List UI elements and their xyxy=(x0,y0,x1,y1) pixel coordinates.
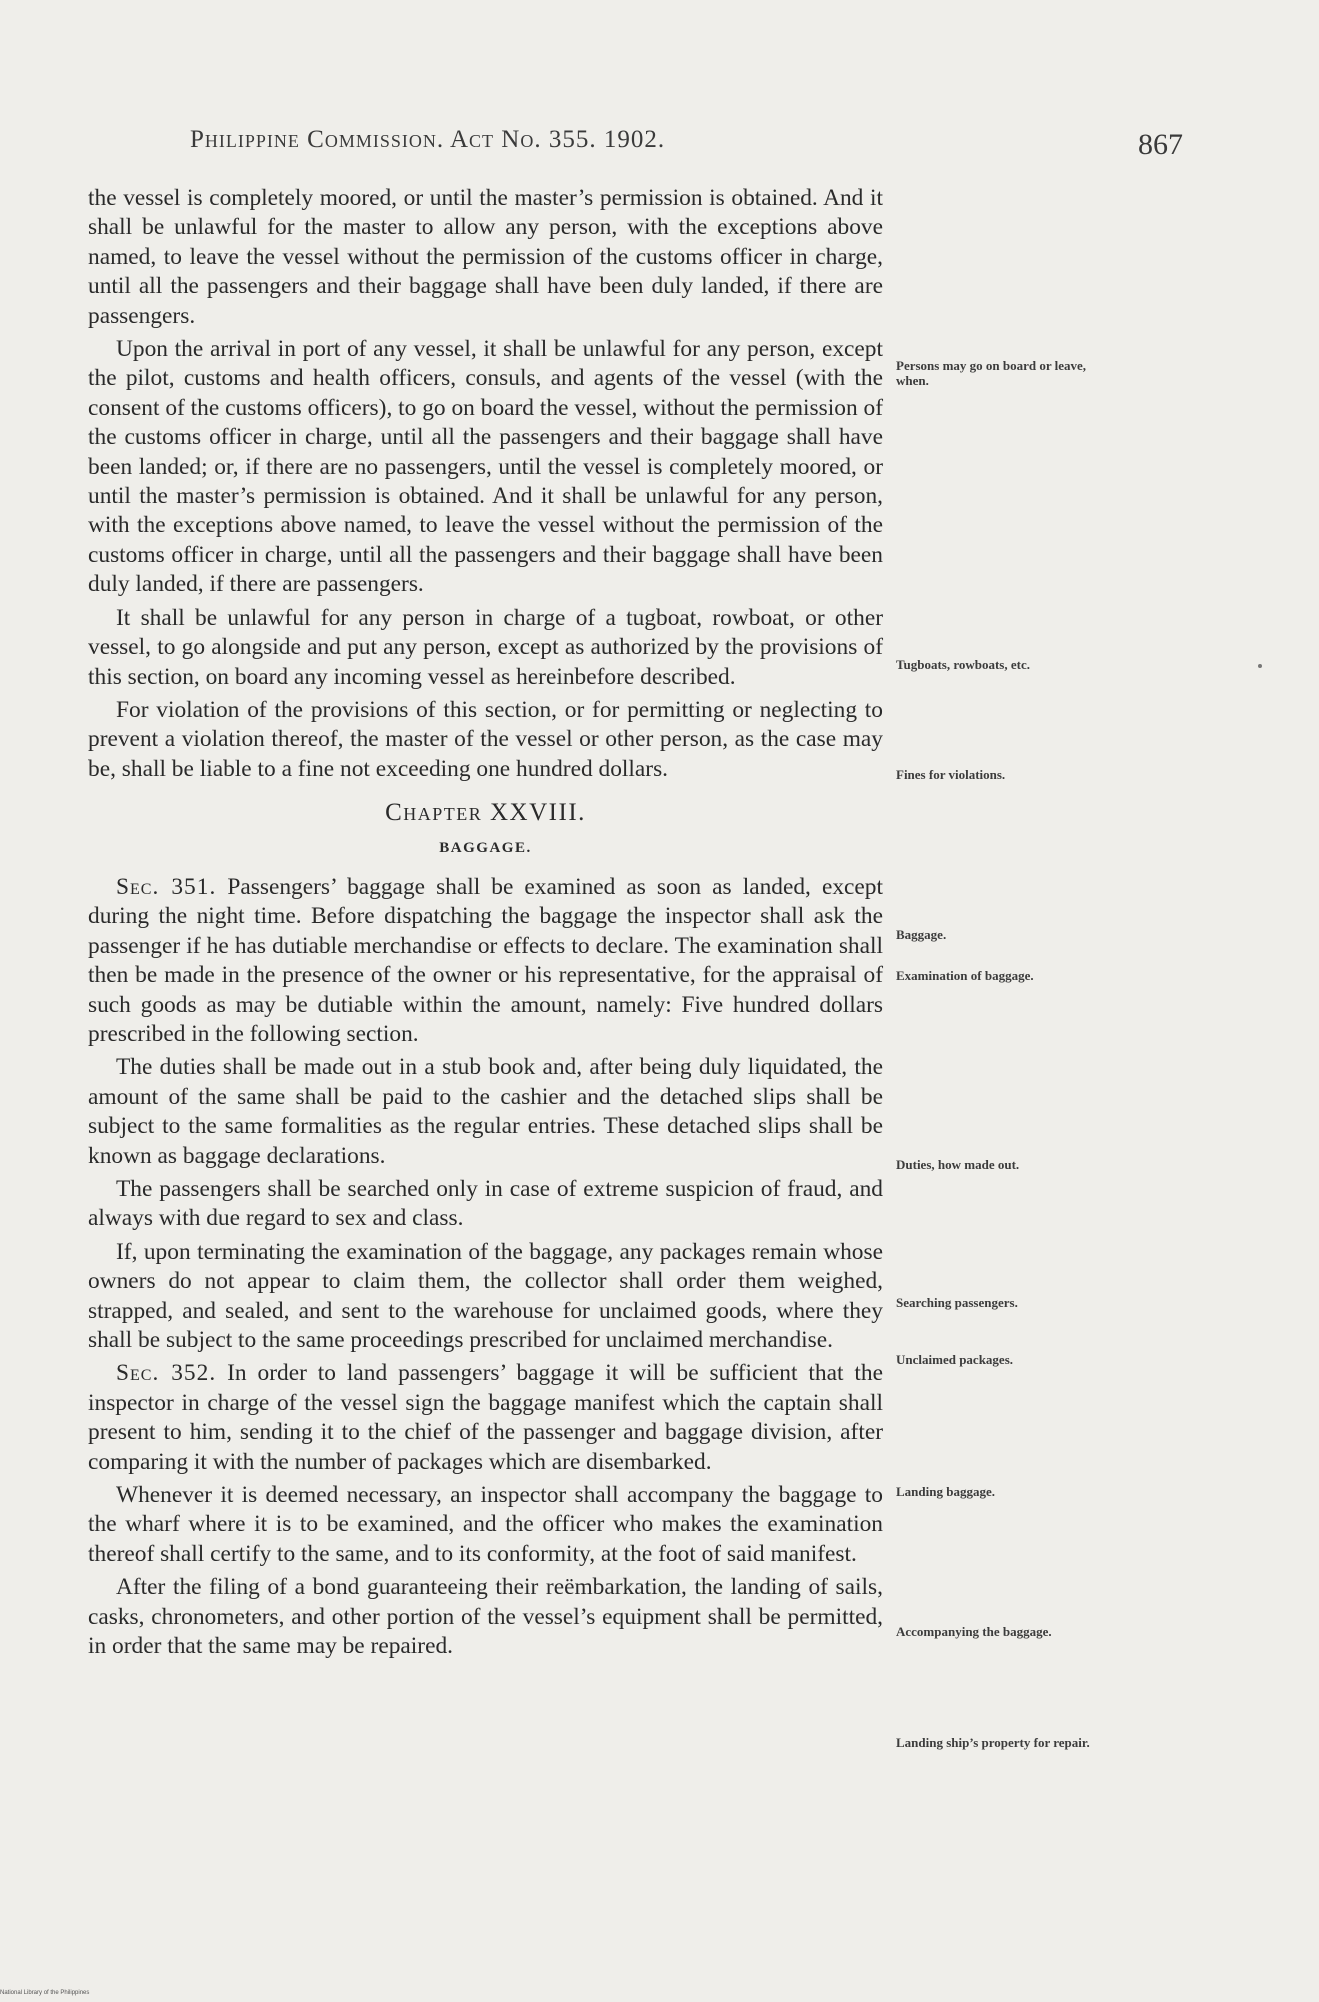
chapter-title: Chapter XXVIII. xyxy=(385,799,586,827)
paragraph: After the filing of a bond guaranteeing their reëmbarkation, the landing of sails, casks, chronometers, and other portion of the vessel’s equipment shall be permitted, in order that the same may be repaired. xyxy=(88,1574,883,1660)
marginal-note: Unclaimed packages. xyxy=(896,1352,1013,1367)
running-head: Philippine Commission. Act No. 355. 1902. xyxy=(190,126,666,153)
paragraph: the vessel is completely moored, or until the master’s permission is obtained. And it shall be unlawful for the master to allow any person, with the exceptions above named, to leave the vessel without the permission of the customs officer in charge, until all the passengers and their baggage shall have been duly landed, if there are passengers. xyxy=(88,185,883,329)
marginal-note: Baggage. xyxy=(896,927,947,942)
marginal-note: Accompanying the baggage. xyxy=(896,1624,1052,1639)
section-text: In order to land passengers’ baggage it will be sufficient that the inspector in charge of the vessel sign the baggage manifest which the captain shall present to him, sending it to the chief of the passenger and baggage division, after comparing it with the number of packages which are disembarked. xyxy=(88,1360,883,1475)
marginal-note: Fines for violations. xyxy=(896,767,1006,782)
paragraph: If, upon terminating the examination of the baggage, any packages remain whose owners do not appear to claim them, the collector shall order them weighed, strapped, and sealed, and sent to the warehouse for unclaimed goods, where they shall be subject to the same proceedings prescribed for unclaimed merchandise. xyxy=(88,1238,883,1354)
section-text: Passengers’ baggage shall be examined as soon as landed, except during the night time. Before dispatching the baggage the inspector shall ask the passenger if he has dutiable merchandise or effects to declare. The examination shall then be made in the presence of the owner or his representative, for the appraisal of such goods as may be dutiable within the amount, namely: Five hundred dollars prescribed in the following section. xyxy=(88,873,883,1047)
section-352 xyxy=(88,1359,883,1477)
marginal-note: Landing baggage. xyxy=(896,1484,995,1499)
marginal-note: Searching passengers. xyxy=(896,1295,1018,1310)
paragraph: It shall be unlawful for any person in charge of a tugboat, rowboat, or other vessel, to go alongside and put any person, except as authorized by the provisions of this section, on board any incoming vessel as hereinbefore described. xyxy=(88,604,883,690)
marginal-note: Persons may go on board or leave, when. xyxy=(896,358,1087,388)
paragraph: The passengers shall be searched only in case of extreme suspicion of fraud, and always with due regard to sex and class. xyxy=(88,1176,883,1232)
scan-speck xyxy=(1258,664,1262,668)
paragraph: The duties shall be made out in a stub book and, after being duly liquidated, the amount of the same shall be paid to the cashier and the detached slips shall be subject to the same formalities as the regular entries. These detached slips shall be known as baggage declarations. xyxy=(88,1054,883,1169)
marginal-note: Examination of baggage. xyxy=(896,968,1034,983)
marginal-note: Duties, how made out. xyxy=(896,1157,1020,1172)
marginal-note: Tugboats, rowboats, etc. xyxy=(896,657,1030,672)
body-text xyxy=(88,184,883,1666)
paragraph: Whenever it is deemed necessary, an inspector shall accompany the baggage to the wharf where it is to be examined, and the officer who makes the examination thereof shall certify to the same, and to its conformity, at the foot of said manifest. xyxy=(88,1482,883,1567)
section-label: Sec. 352. xyxy=(116,1360,217,1387)
paragraph: For violation of the provisions of this section, or for permitting or neglecting to prevent a violation thereof, the master of the vessel or other person, as the case may be, shall be liable to a fine not exceeding one hundred dollars. xyxy=(88,696,883,782)
chapter-subtitle: BAGGAGE. xyxy=(439,839,532,856)
paragraph: Upon the arrival in port of any vessel, it shall be unlawful for any person, except the pilot, customs and health officers, consuls, and agents of the vessel (with the consent of the customs officers), to go on board the vessel, without the permission of the customs officer in charge, until all the passengers and their baggage shall have been landed; or, if there are no passengers, until the vessel is completely moored, or until the master’s permission is obtained. And it shall be unlawful for any person, with the exceptions above named, to leave the vessel without the permission of the customs officer in charge, until all the passengers and their baggage shall have been duly landed, if there are passengers. xyxy=(88,336,883,598)
scan-footer: National Library of the Philippines xyxy=(0,1990,90,1996)
marginal-note: Landing ship’s property for repair. xyxy=(896,1735,1090,1750)
section-351 xyxy=(88,873,883,1049)
section-label: Sec. 351. xyxy=(116,873,217,900)
page-number: 867 xyxy=(1138,128,1183,161)
